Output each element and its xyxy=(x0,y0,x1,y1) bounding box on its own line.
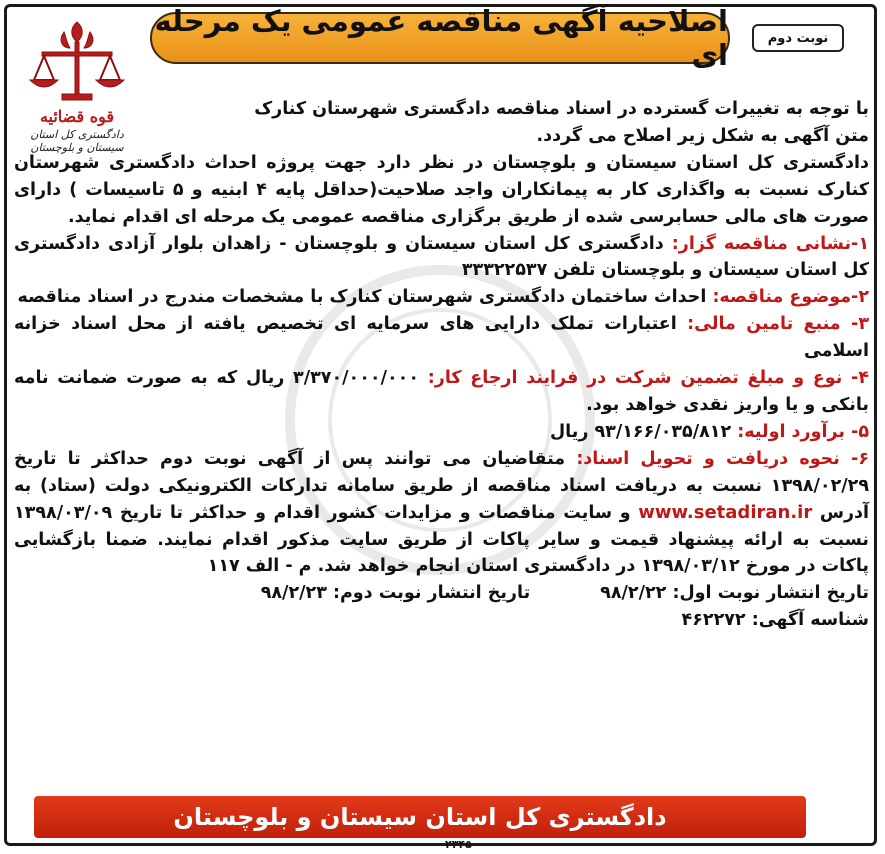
item-3-text: اعتبارات تملک دارایی های سرمایه ای تخصیص یافته از محل اسناد خزانه اسلامی xyxy=(14,314,869,362)
item-4-heading: ۴- نوع و مبلغ تضمین شرکت در فرایند ارجاع کار: xyxy=(427,368,870,389)
item-2-heading: ۲-موضوع مناقصه: xyxy=(712,287,869,308)
item-5-text: ۹۳/۱۶۶/۰۳۵/۸۱۲ ریال xyxy=(550,421,732,442)
item-1 xyxy=(14,231,869,285)
item-6-text-after-url: و سایت مناقصات و مزایدات کشور اقدام و حداکثر تا تاریخ ۱۳۹۸/۰۳/۰۹ نسبت به ارائه پیشنهاد قیمت و سایر پاکات از طریق سایت مذکور اقدام نمایند. ضمنا بازگشایی پاکات در مورخ ۱۳۹۸/۰۳/۱۲ در دادگستری استان انجام خواهد شد. م - الف ۱۱۷ xyxy=(14,502,869,577)
page-number: ۲۳۴۵ xyxy=(445,838,472,851)
publish-second-date: تاریخ انتشار نوبت دوم: ۹۸/۲/۲۳ xyxy=(260,583,531,604)
publish-first-date: تاریخ انتشار نوبت اول: ۹۸/۲/۲۲ xyxy=(600,583,869,604)
ad-id: شناسه آگهی: ۴۶۲۲۷۲ xyxy=(681,610,869,631)
footer-banner xyxy=(34,796,806,838)
setadiran-link[interactable]: www.setadiran.ir xyxy=(638,501,813,523)
item-1-text: دادگستری کل استان سیستان و بلوچستان - زاهدان بلوار آزادی دادگستری کل استان سیستان و بلوچستان تلفن ۳۳۳۲۲۵۳۷ xyxy=(14,233,869,281)
intro-line-2: متن آگهی به شکل زیر اصلاح می گردد. xyxy=(536,125,869,146)
item-5-heading: ۵- برآورد اولیه: xyxy=(737,421,869,442)
title-banner xyxy=(150,4,730,72)
item-6-text-before-url: متقاضیان می توانند پس از آگهی نوبت دوم حداکثر تا تاریخ ۱۳۹۸/۰۲/۲۹ نسبت به دریافت اسناد مناقصه از طریق سامانه تدارکات الکترونیکی دولت (ستاد) به آدرس xyxy=(14,448,870,523)
edition-badge: نوبت دوم xyxy=(752,24,844,52)
item-1-heading: ۱-نشانی مناقصه گزار: xyxy=(671,233,869,254)
item-6-heading: ۶- نحوه دریافت و تحویل اسناد: xyxy=(576,448,869,469)
item-4-text: ۳/۳۷۰/۰۰۰/۰۰۰ ریال که به صورت ضمانت نامه بانکی و یا واریز نقدی خواهد بود. xyxy=(14,368,869,415)
intro-line-1: با توجه به تغییرات گسترده در اسناد مناقصه دادگستری شهرستان کنارک xyxy=(254,99,869,119)
item-2-text: احداث ساختمان دادگستری شهرستان کنارک با مشخصات مندرج در اسناد مناقصه xyxy=(17,287,707,308)
ad-body xyxy=(14,96,869,634)
publish-dates xyxy=(14,580,869,607)
item-2 xyxy=(14,284,869,311)
item-4 xyxy=(14,365,869,419)
emblem-caption: دادگستری کل استان سیستان و بلوچستان xyxy=(30,128,124,154)
emblem-logo-text: قوه قضائیه xyxy=(39,107,115,126)
page-title: اصلاحیه آگهی مناقصه عمومی یک مرحله ای xyxy=(154,4,728,72)
item-5 xyxy=(14,419,869,446)
item-6 xyxy=(14,446,869,581)
footer-text: دادگستری کل استان سیستان و بلوچستان xyxy=(173,803,667,831)
item-3-heading: ۳- منبع تامین مالی: xyxy=(687,314,869,335)
item-3 xyxy=(14,311,869,365)
intro-paragraph: دادگستری کل استان سیستان و بلوچستان در نظر دارد جهت پروژه احداث دادگستری شهرستان کنارک نسبت به واگذاری کار به پیمانکاران واجد صلاحیت(حداقل پایه ۴ ابنیه و ۵ تاسیسات ) دارای صورت های مالی حسابرسی شده از طریق برگزاری مناقصه عمومی یک مرحله ای اقدام نماید. xyxy=(14,152,870,227)
